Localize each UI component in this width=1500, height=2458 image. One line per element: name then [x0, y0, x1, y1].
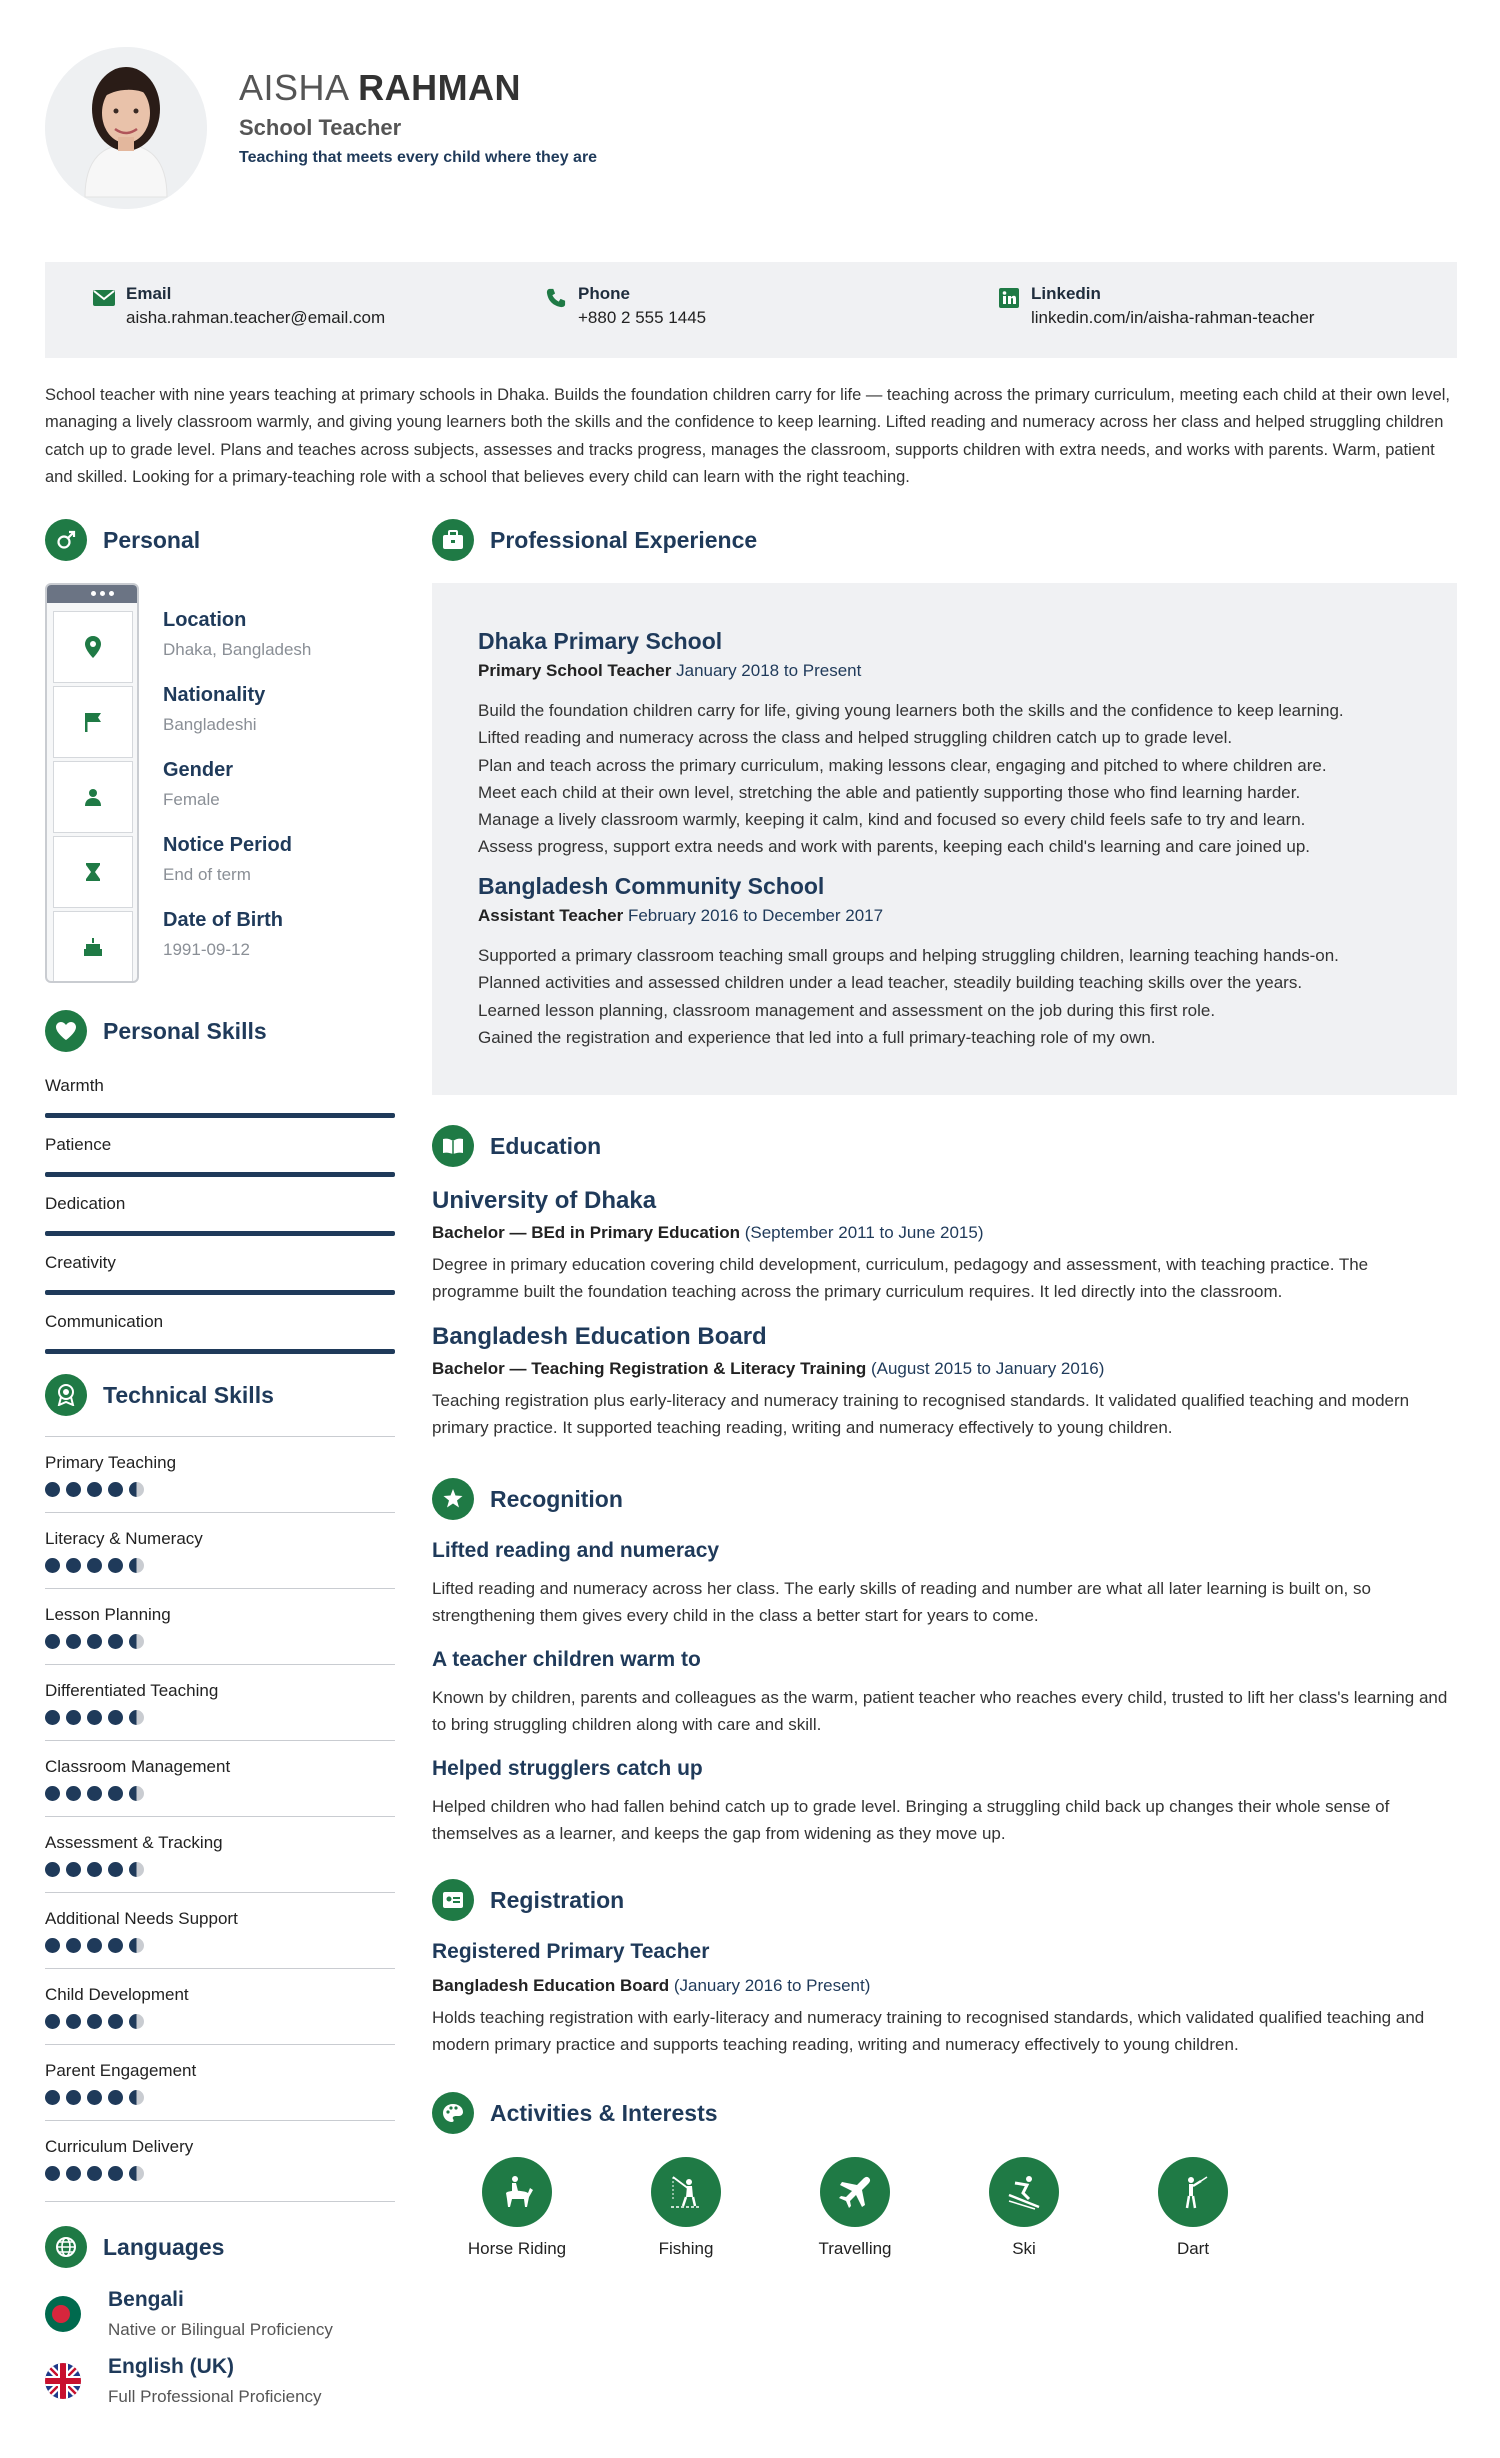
personal-value: Dhaka, Bangladesh — [163, 640, 312, 659]
section-title: Personal Skills — [103, 1017, 267, 1044]
registration-title: Registered Primary Teacher — [432, 1940, 710, 1963]
job-meta — [478, 906, 1418, 926]
job-title: Primary School Teacher — [478, 661, 672, 680]
languages-heading — [45, 2226, 224, 2268]
rating-dot-full — [108, 2014, 123, 2029]
divider — [45, 1816, 395, 1817]
recognition-title: A teacher children warm to — [432, 1648, 701, 1671]
rating-dot-full — [87, 1710, 102, 1725]
language-level: Native or Bilingual Proficiency — [108, 2320, 333, 2339]
rating-dot-half — [129, 1710, 144, 1725]
rating-dot-full — [45, 2166, 60, 2181]
rating-dot-full — [66, 2014, 81, 2029]
rating-dot-full — [108, 1786, 123, 1801]
rating-dot-full — [66, 1558, 81, 1573]
divider — [45, 2044, 395, 2045]
last-name: RAHMAN — [358, 66, 522, 108]
technical-skill-label: Child Development — [45, 1985, 189, 2004]
recognition-title: Helped strugglers catch up — [432, 1757, 703, 1780]
job-entry — [478, 628, 1418, 861]
tagline: Teaching that meets every child where they are — [239, 148, 598, 166]
education-meta — [432, 1359, 1457, 1379]
personal-value: Female — [163, 790, 220, 809]
personal-value: Bangladeshi — [163, 715, 257, 734]
technical-skill — [45, 1909, 395, 1929]
experience-heading — [432, 519, 757, 561]
rating-dot-full — [87, 2014, 102, 2029]
skill-rating — [45, 1938, 144, 1953]
job-entry — [478, 873, 1418, 1051]
activity-label: Dart — [1176, 2239, 1210, 2258]
uk-flag-icon — [45, 2363, 81, 2399]
rating-dot-full — [45, 1862, 60, 1877]
heart-icon — [45, 1010, 87, 1052]
skill-rating — [45, 2166, 144, 2181]
education-institution: Bangladesh Education Board — [432, 1323, 767, 1350]
personal-skill: Patience — [45, 1135, 395, 1155]
ski-icon — [989, 2157, 1059, 2227]
activity-fishing — [626, 2157, 746, 2259]
technical-skill — [45, 1453, 395, 1473]
education-degree: Bachelor — BEd in Primary Education — [432, 1223, 740, 1242]
rating-dot-half — [129, 2166, 144, 2181]
skill-rating — [45, 1710, 144, 1725]
linkedin-label: Linkedin — [1031, 284, 1101, 303]
divider — [45, 1968, 395, 1969]
rating-dot-full — [87, 1634, 102, 1649]
job-dates: February 2016 to December 2017 — [627, 906, 884, 925]
rating-dot-full — [87, 1482, 102, 1497]
first-name: AISHA — [239, 66, 348, 108]
gender-icon — [45, 519, 87, 561]
job-dates: January 2018 to Present — [676, 661, 862, 680]
rating-dot-half — [129, 1634, 144, 1649]
technical-skill — [45, 1833, 395, 1853]
skill-rating — [45, 1558, 144, 1573]
rating-dot-half — [129, 1482, 144, 1497]
personal-label: Date of Birth — [163, 909, 283, 931]
registration-heading — [432, 1879, 624, 1921]
divider — [45, 2201, 395, 2202]
rating-dot-full — [66, 1786, 81, 1801]
briefcase-icon — [432, 519, 474, 561]
divider — [45, 1588, 395, 1589]
airplane-icon — [820, 2157, 890, 2227]
id-card-icon — [432, 1879, 474, 1921]
personal-item-notice-period — [163, 834, 292, 885]
cake-icon — [53, 911, 133, 983]
section-title: Registration — [490, 1886, 625, 1913]
linkedin-icon — [998, 288, 1020, 308]
bangladesh-flag-icon — [45, 2296, 81, 2332]
recognition-title: Lifted reading and numeracy — [432, 1539, 720, 1562]
dart-icon — [1158, 2157, 1228, 2227]
rating-dot-full — [108, 1938, 123, 1953]
rating-dot-full — [66, 1938, 81, 1953]
divider — [45, 1740, 395, 1741]
technical-skill — [45, 1529, 395, 1549]
divider — [45, 1436, 395, 1437]
activity-travelling — [795, 2157, 915, 2259]
recognition-entry — [432, 1648, 1457, 1739]
rating-dot-full — [108, 2166, 123, 2181]
rating-dot-full — [66, 1634, 81, 1649]
skill-rating — [45, 1862, 144, 1877]
divider — [45, 1664, 395, 1665]
education-entry — [432, 1323, 1457, 1442]
horse-riding-icon — [482, 2157, 552, 2227]
activities-heading — [432, 2092, 718, 2134]
education-description: Teaching registration plus early-literacy and numeracy training to recognised standards. It validated qualified teaching and modern primary practice. It supported teaching reading, writing and numeracy effectively to young children. — [432, 1391, 1410, 1438]
registration-description: Holds teaching registration with early-literacy and numeracy training to recognised standards, which validated qualified teaching and modern primary practice and supports teaching reading, writing and numeracy effectively to young children. — [432, 2008, 1425, 2055]
personal-skills-heading — [45, 1010, 267, 1052]
location-pin-icon — [53, 611, 133, 683]
personal-label: Notice Period — [163, 834, 292, 856]
personal-heading — [45, 519, 200, 561]
rating-dot-full — [87, 1558, 102, 1573]
skill-rating — [45, 1482, 144, 1497]
rating-dot-full — [66, 1862, 81, 1877]
fishing-icon — [651, 2157, 721, 2227]
recognition-description: Helped children who had fallen behind catch up to grade level. Bringing a struggling child back up changes their whole sense of themselves as a learner, and keeps the gap from widening as they move up. — [432, 1797, 1390, 1844]
activity-label: Ski — [1012, 2239, 1036, 2258]
job-company: Bangladesh Community School — [478, 873, 825, 899]
job-meta — [478, 661, 1418, 681]
technical-skill-label: Parent Engagement — [45, 2061, 197, 2080]
divider — [45, 2120, 395, 2121]
personal-label: Nationality — [163, 684, 266, 706]
experience-panel — [432, 583, 1457, 1095]
technical-skill-label: Primary Teaching — [45, 1453, 177, 1472]
education-entry — [432, 1187, 1457, 1306]
rating-dot-full — [108, 1558, 123, 1573]
star-badge-icon — [432, 1478, 474, 1520]
rating-dot-full — [45, 1786, 60, 1801]
technical-skill — [45, 1605, 395, 1625]
rating-dot-half — [129, 1862, 144, 1877]
education-meta — [432, 1223, 1457, 1243]
rating-dot-full — [45, 2014, 60, 2029]
technical-skill-label: Differentiated Teaching — [45, 1681, 219, 1700]
email-label: Email — [126, 284, 172, 303]
book-icon — [432, 1125, 474, 1167]
section-title: Education — [490, 1132, 602, 1159]
award-icon — [45, 1374, 87, 1416]
language-level: Full Professional Proficiency — [108, 2387, 322, 2406]
summary: School teacher with nine years teaching at primary schools in Dhaka. Builds the foundation children carry for life — teaching across the primary curriculum, meeting each child at their own level, managing a lively classroom warmly, and giving young learners both the skills and the confidence to keep learning. Lifted reading and numeracy across her class and helped struggling children catch up to grade level. Plans and teaches across subjects, assesses and tracks progress, manages the classroom, supports children with extra needs, and works with parents. Warm, patient and skilled. Looking for a primary-teaching role with a school that believes every child can learn with the right teaching. — [45, 386, 1451, 486]
registration-meta — [432, 1976, 1457, 1996]
rating-dot-full — [87, 1786, 102, 1801]
section-title: Personal — [103, 526, 201, 553]
rating-dot-full — [45, 1938, 60, 1953]
activity-horse-riding — [457, 2157, 577, 2259]
technical-skill-label: Assessment & Tracking — [45, 1833, 223, 1852]
rating-dot-full — [45, 2090, 60, 2105]
rating-dot-half — [129, 1786, 144, 1801]
technical-skill-label: Classroom Management — [45, 1757, 231, 1776]
job-title: Assistant Teacher — [478, 906, 624, 925]
technical-skill-label: Lesson Planning — [45, 1605, 171, 1624]
technical-skill-label: Literacy & Numeracy — [45, 1529, 203, 1548]
activity-label: Travelling — [818, 2239, 892, 2258]
rating-dot-full — [87, 1862, 102, 1877]
technical-skill — [45, 1757, 395, 1777]
technical-skill-label: Curriculum Delivery — [45, 2137, 194, 2156]
personal-skill: Communication — [45, 1312, 395, 1332]
activity-label: Horse Riding — [467, 2239, 567, 2258]
rating-dot-full — [66, 1710, 81, 1725]
email-icon — [93, 288, 115, 308]
palette-icon — [432, 2092, 474, 2134]
education-heading — [432, 1125, 601, 1167]
rating-dot-half — [129, 2014, 144, 2029]
hourglass-icon — [53, 836, 133, 908]
personal-item-date-of-birth — [163, 909, 283, 960]
job-description: Build the foundation children carry for life, giving young learners both the skills and the confidence to keep learning. Lifted reading and numeracy across the class and helped struggling children catch up to grade level. Plan and teach across the primary curriculum, making lessons clear, engaging and pitched to where children are. Meet each child at their own level, stretching the able and patiently supporting those who find learning harder. Manage a lively classroom warmly, keeping it calm, kind and focused so every child feels safe to try and learn. Assess progress, support extra needs and work with parents, keeping each child's learning and care joined up. — [478, 701, 1344, 857]
activity-ski — [964, 2157, 1084, 2259]
technical-skill-label: Additional Needs Support — [45, 1909, 238, 1928]
rating-dot-full — [108, 2090, 123, 2105]
skill-rating — [45, 1634, 144, 1649]
education-description: Degree in primary education covering child development, curriculum, pedagogy and assessment, with teaching practice. The programme built the foundation teaching across the primary curriculum requires. It led directly into the classroom. — [432, 1255, 1369, 1302]
rating-dot-full — [108, 1710, 123, 1725]
skill-rating — [45, 2014, 144, 2029]
technical-skills-heading — [45, 1374, 274, 1416]
section-title: Professional Experience — [490, 526, 758, 553]
rating-dot-half — [129, 1558, 144, 1573]
rating-dot-full — [87, 2166, 102, 2181]
recognition-heading — [432, 1478, 623, 1520]
language-name: Bengali — [108, 2288, 184, 2311]
email-value[interactable]: aisha.rahman.teacher@email.com — [126, 308, 386, 327]
activity-label: Fishing — [658, 2239, 714, 2258]
personal-item-gender — [163, 759, 233, 810]
header — [45, 45, 597, 210]
rating-dot-full — [87, 2090, 102, 2105]
registration-dates: (January 2016 to Present) — [673, 1976, 871, 1995]
rating-dot-full — [108, 1482, 123, 1497]
phone-value[interactable]: +880 2 555 1445 — [578, 308, 707, 327]
recognition-entry — [432, 1757, 1457, 1848]
recognition-description: Lifted reading and numeracy across her class. The early skills of reading and number are what all later learning is built on, so strengthening them gives every child in the class a better start for years to come. — [432, 1579, 1371, 1626]
flag-icon — [53, 686, 133, 758]
rating-dot-full — [66, 2090, 81, 2105]
full-name — [239, 67, 597, 109]
education-dates: (August 2015 to January 2016) — [870, 1359, 1105, 1378]
divider — [45, 1512, 395, 1513]
personal-item-nationality — [163, 684, 265, 735]
registration-entry — [432, 1940, 1457, 2059]
rating-dot-full — [108, 1862, 123, 1877]
job-description: Supported a primary classroom teaching small groups and helping struggling children, learning teaching hands-on. Planned activities and assessed children under a lead teacher, steadily building teaching skills over the years. Learned lesson planning, classroom management and assessment on the job during this first role. Gained the registration and experience that led into a full primary-teaching role of my own. — [478, 946, 1339, 1047]
profile-photo — [45, 47, 207, 209]
skill-rating — [45, 2090, 144, 2105]
recognition-entry — [432, 1539, 1457, 1630]
personal-label: Gender — [163, 759, 234, 781]
rating-dot-full — [45, 1710, 60, 1725]
rating-dot-full — [45, 1482, 60, 1497]
recognition-description: Known by children, parents and colleagues as the warm, patient teacher who reaches every child, trusted to lift her class's learning and to bring struggling children along with care and skill. — [432, 1688, 1448, 1735]
rating-dot-full — [45, 1558, 60, 1573]
personal-value: End of term — [163, 865, 251, 884]
technical-skill — [45, 1985, 395, 2005]
section-title: Languages — [103, 2233, 225, 2260]
education-institution: University of Dhaka — [432, 1187, 657, 1214]
rating-dot-half — [129, 1938, 144, 1953]
rating-dot-half — [129, 2090, 144, 2105]
rating-dot-full — [66, 2166, 81, 2181]
section-title: Recognition — [490, 1485, 623, 1512]
technical-skill — [45, 1681, 395, 1701]
rating-dot-full — [66, 1482, 81, 1497]
rating-dot-full — [87, 1938, 102, 1953]
personal-skill: Creativity — [45, 1253, 395, 1273]
linkedin-value[interactable]: linkedin.com/in/aisha-rahman-teacher — [1031, 308, 1315, 327]
rating-dot-full — [108, 1634, 123, 1649]
contact-bar — [45, 262, 1457, 358]
section-title: Activities & Interests — [490, 2099, 718, 2126]
job-company: Dhaka Primary School — [478, 628, 723, 654]
personal-item-location — [163, 609, 311, 660]
skill-rating — [45, 1786, 144, 1801]
phone-label: Phone — [578, 284, 630, 303]
education-degree: Bachelor — Teaching Registration & Literacy Training — [432, 1359, 867, 1378]
globe-icon — [45, 2226, 87, 2268]
phone-icon — [545, 288, 567, 308]
personal-skill: Warmth — [45, 1076, 395, 1096]
personal-label: Location — [163, 609, 247, 631]
personal-icon-strip — [45, 583, 139, 983]
technical-skill — [45, 2137, 395, 2157]
personal-skill: Dedication — [45, 1194, 395, 1214]
technical-skill — [45, 2061, 395, 2081]
personal-value: 1991-09-12 — [163, 940, 250, 959]
rating-dot-full — [45, 1634, 60, 1649]
person-icon — [53, 761, 133, 833]
job-role: School Teacher — [239, 114, 402, 140]
language-name: English (UK) — [108, 2355, 234, 2378]
registration-issuer: Bangladesh Education Board — [432, 1976, 670, 1995]
section-title: Technical Skills — [103, 1381, 274, 1408]
activity-dart — [1133, 2157, 1253, 2259]
education-dates: (September 2011 to June 2015) — [744, 1223, 984, 1242]
divider — [45, 1892, 395, 1893]
